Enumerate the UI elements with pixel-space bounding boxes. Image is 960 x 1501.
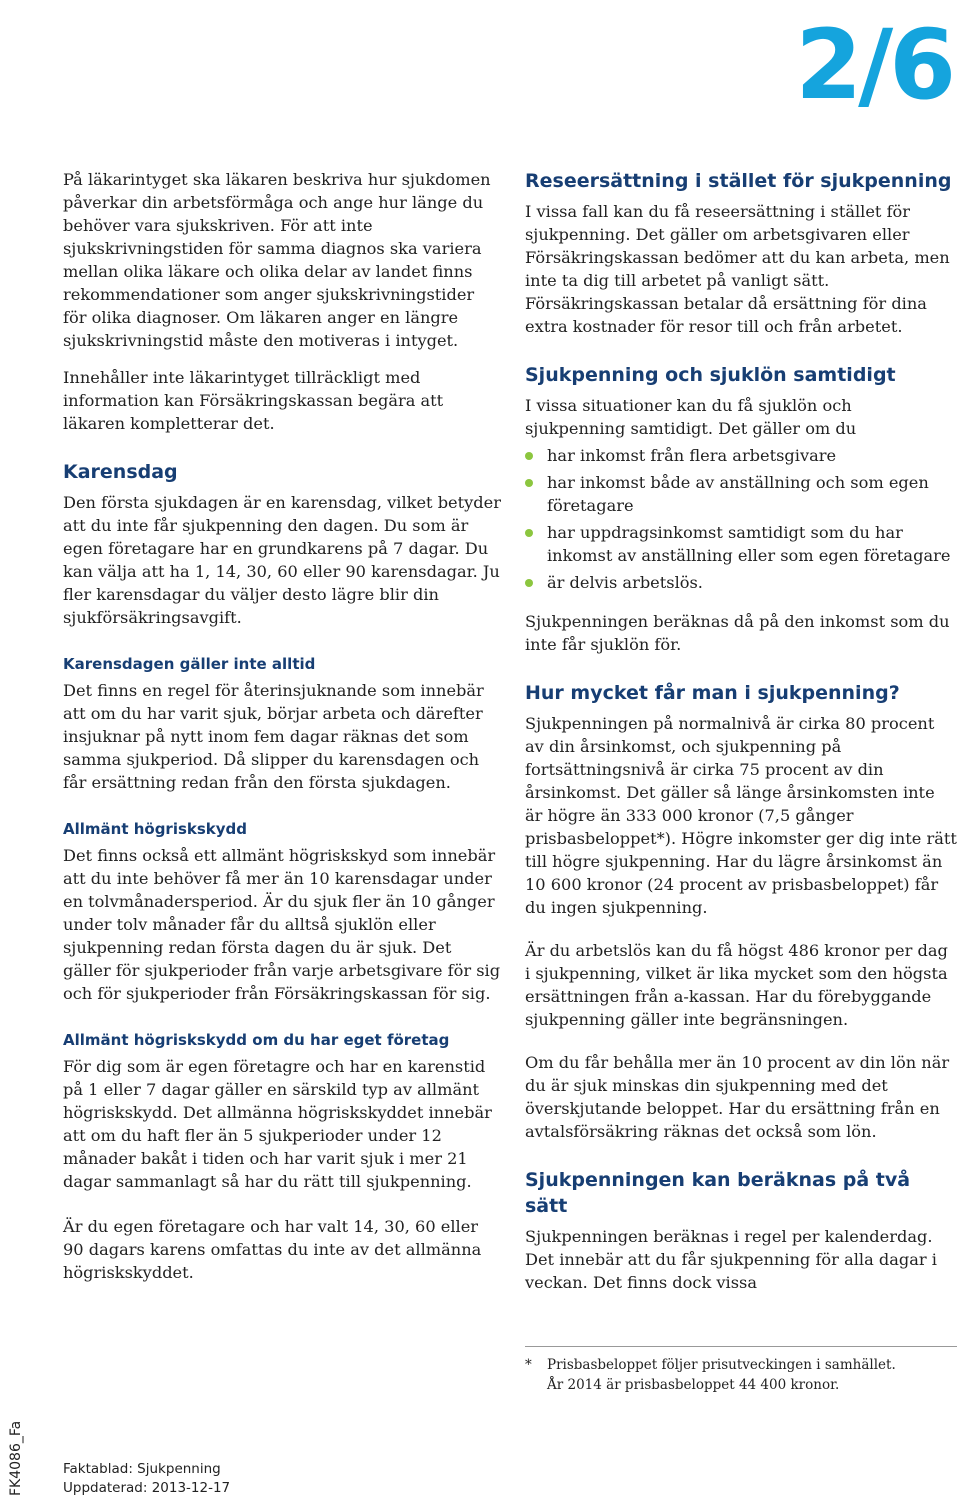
sjuklon-list <box>525 444 957 594</box>
right-column <box>525 168 957 1308</box>
footnote-line-2: År 2014 är prisbasbeloppet 44 400 kronor. <box>547 1377 840 1393</box>
footnote <box>525 1346 957 1395</box>
left-column <box>63 168 501 1298</box>
karensdagen-heading: Karensdagen gäller inte alltid <box>63 655 316 673</box>
behalla-lon-paragraph: Om du får behålla mer än 10 procent av din lön när du är sjuk minskas din sjukpenning med det överskjutande beloppet. Har du ersättning från en avtalsförsäkring räknas det också som lön. <box>525 1053 950 1141</box>
intro-paragraph: På läkarintyget ska läkaren beskriva hur sjukdomen påverkar din arbetsförmåga och ange hur länge du behöver vara sjukskriven. För att inte sjukskrivningstiden för samma diagnos ska variera mellan olika läkare och olika delar av landet finns rekommendationer som anger sjukskrivningstider för olika diagnoser. Om läkaren anger en längre sjukskrivningstid måste den motiveras i intyget. <box>63 170 491 350</box>
footer-title: Faktablad: Sjukpenning <box>63 1461 221 1477</box>
arbetslos-paragraph: Är du arbetslös kan du få högst 486 kronor per dag i sjukpenning, vilket är lika mycket som den högsta ersättningen från a-kassan. Har du förebyggande sjukpenning gäller inte begränsningen. <box>525 941 948 1029</box>
hur-mycket-heading: Hur mycket får man i sjukpenning? <box>525 682 900 704</box>
hogriskskydd-heading: Allmänt högriskskydd <box>63 820 248 838</box>
list-item: är delvis arbetslös. <box>525 571 957 594</box>
tva-satt-paragraph: Sjukpenningen beräknas i regel per kalenderdag. Det innebär att du får sjukpenning för alla dagar i veckan. Det finns dock vissa <box>525 1227 937 1292</box>
list-item: har inkomst både av anställning och som egen företagare <box>525 471 957 517</box>
footnote-marker: * <box>525 1357 532 1373</box>
eget-foretag-heading: Allmänt högriskskydd om du har eget företag <box>63 1031 450 1049</box>
list-item: har inkomst från flera arbetsgivare <box>525 444 957 467</box>
tva-satt-heading: Sjukpenningen kan beräknas på två sätt <box>525 1169 911 1217</box>
reseersattning-heading: Reseersättning i stället för sjukpenning <box>525 170 952 192</box>
hur-mycket-paragraph: Sjukpenningen på normalnivå är cirka 80 procent av din årsinkomst, och sjukpenning på fortsättningsnivå är cirka 75 procent av din årsinkomst. Det gäller så länge årsinkomsten inte är högre än 333 000 kronor (7,5 gånger prisbasbeloppet*). Högre inkomster ger dig inte rätt till högre sjukpenning. Har du lägre årsinkomst än 10 600 kronor (24 procent av prisbasbeloppet) får du ingen sjukpenning. <box>525 714 957 917</box>
sjuklon-heading: Sjukpenning och sjuklön samtidigt <box>525 364 896 386</box>
list-item: har uppdragsinkomst samtidigt som du har inkomst av anställning eller som egen företagare <box>525 521 957 567</box>
document-code: FK4086_Fa <box>8 1420 24 1496</box>
sjuklon-paragraph: I vissa situationer kan du få sjuklön och sjukpenning samtidigt. Det gäller om du <box>525 396 857 438</box>
hogriskskydd-paragraph: Det finns också ett allmänt högriskskyd som innebär att du inte behöver få mer än 10 karensdagar under en tolvmånadersperiod. Är du sjuk fler än 10 gånger under tolv månader får du alltså sjuklön eller sjukpenning redan första dagen du är sjuk. Det gäller för sjukperioder från varje arbetsgivare för sig och för sjukperioder från Försäkringskassan för sig. <box>63 846 501 1003</box>
eget-foretag-paragraph-2: Är du egen företagare och har valt 14, 30, 60 eller 90 dagars karens omfattas du inte av det allmänna högriskskyddet. <box>63 1217 482 1282</box>
sjuklon-paragraph-2: Sjukpenningen beräknas då på den inkomst som du inte får sjuklön för. <box>525 612 950 654</box>
eget-foretag-paragraph: För dig som är egen företagre och har en karenstid på 1 eller 7 dagar gäller en särskild typ av allmänt högriskskydd. Det allmänna högriskskyddet innebär att om du haft fler än 5 sjukperioder under 12 månader bakåt i tiden och har varit sjuk i mer 21 dagar sammanlagt så har du rätt till sjukpenning. <box>63 1057 492 1191</box>
footnote-line-1: Prisbasbeloppet följer prisutveckingen i samhället. <box>547 1357 896 1373</box>
karensdagen-paragraph: Det finns en regel för återinsjuknande som innebär att om du har varit sjuk, börjar arbeta och därefter insjuknar på nytt inom fem dagar räknas det som samma sjukperiod. Då slipper du karensdagen och får ersättning redan från den första sjukdagen. <box>63 681 484 792</box>
footer <box>63 1460 230 1498</box>
karensdag-heading: Karensdag <box>63 461 178 483</box>
karensdag-paragraph: Den första sjukdagen är en karensdag, vilket betyder att du inte får sjukpenning den dagen. Du som är egen företagare har en grundkarens på 7 dagar. Du kan välja att ha 1, 14, 30, 60 eller 90 karensdagar. Ju fler karensdagar du väljer desto lägre blir din sjukförsäkringsavgift. <box>63 493 501 627</box>
page-number: 2/6 <box>795 9 952 121</box>
footer-updated: Uppdaterad: 2013-12-17 <box>63 1480 231 1496</box>
komplettering-paragraph: Innehåller inte läkarintyget tillräckligt med information kan Försäkringskassan begära att läkaren kompletterar det. <box>63 368 444 433</box>
reseersattning-paragraph: I vissa fall kan du få reseersättning i stället för sjukpenning. Det gäller om arbetsgivaren eller Försäkringskassan bedömer att du kan arbeta, men inte ta dig till arbetet på vanligt sätt. Försäkringskassan betalar då ersättning för dina extra kostnader för resor till och från arbetet. <box>525 202 950 336</box>
